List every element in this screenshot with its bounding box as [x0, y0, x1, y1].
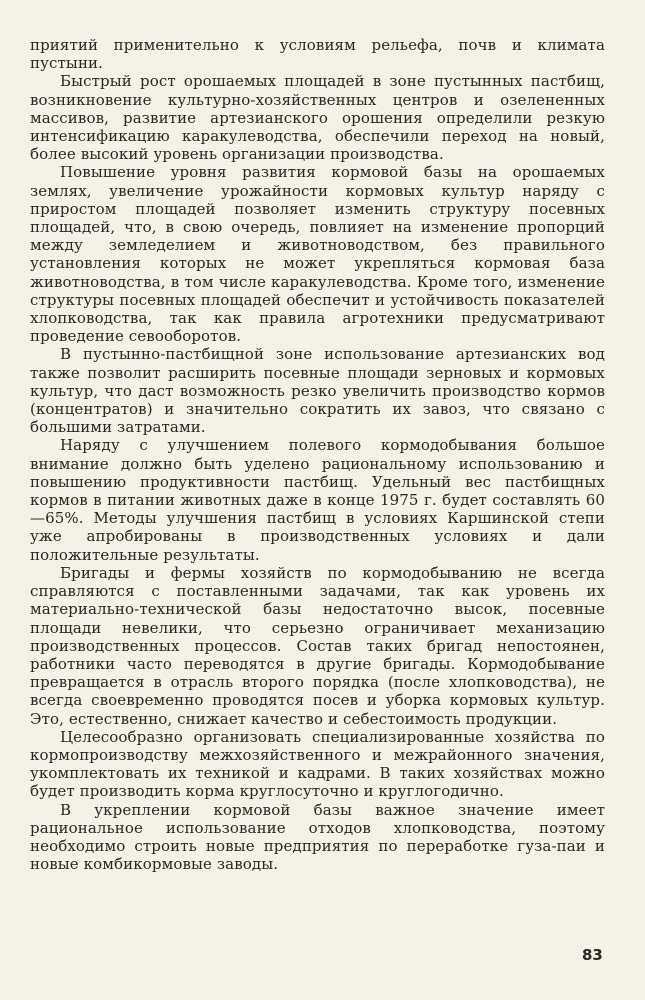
- body-text: [30, 36, 605, 873]
- paragraph: В укреплении кормовой базы важное значение имеет рациональное использование отходов хлопководства, поэтому необходимо строить новые предприятия по переработке гуза-паи и новые комбикормовые заводы.: [30, 800, 605, 874]
- paragraph-continuation: приятий применительно к условиям рельефа, почв и климата пустыни.: [30, 36, 605, 73]
- paragraph: Быстрый рост орошаемых площадей в зоне пустынных пастбищ, возникновение культурно-хозяйственных центров и озелененных массивов, развитие артезианского орошения определили резкую интенсификацию каракулеводства, обеспечили переход на новый, более высокий уровень организации производства.: [30, 72, 605, 164]
- paragraph: Повышение уровня развития кормовой базы на орошаемых землях, увеличение урожайности кормовых культур наряду с приростом площадей позволяет изменить структуру посевных площадей, что, в свою очередь, повлияет на изменение пропорций между земледелием и животноводством, без правильного установления которых не может укрепляться кормовая база животноводства, в том числе каракулеводства. Кроме того, изменение структуры посевных площадей обеспечит и устойчивость показателей хлопководства, так как правила агротехники предусматривают проведение севооборотов.: [30, 163, 605, 346]
- paragraph: Целесообразно организовать специализированные хозяйства по кормопроизводству межхозяйственного и межрайонного значения, укомплектовать их техникой и кадрами. В таких хозяйствах можно будет производить корма круглосуточно и круглогодично.: [30, 727, 605, 801]
- paragraph: В пустынно-пастбищной зоне использование артезианских вод также позволит расширить посевные площади зерновых и кормовых культур, что даст возможность резко увеличить производство кормов (концентратов) и значительно сократить их завоз, что связано с большими затратами.: [30, 345, 605, 437]
- paragraph: Наряду с улучшением полевого кормодобывания большое внимание должно быть уделено рациональному использованию и повышению продуктивности пастбищ. Удельный вес пастбищных кормов в питании животных даже в конце 1975 г. будет составлять 60—65%. Методы улучшения пастбищ в условиях Каршинской степи уже апробированы в производственных условиях и дали положительные результаты.: [30, 436, 605, 564]
- page-number: 83: [582, 946, 603, 964]
- paragraph: Бригады и фермы хозяйств по кормодобыванию не всегда справляются с поставленными задачами, так как уровень их материально-технической базы недостаточно высок, посевные площади невелики, что серьезно ограничивает механизацию производственных процессов. Состав таких бригад непостоянен, работники часто переводятся в другие бригады. Кормодобывание превращается в отрасль второго порядка (после хлопководства), не всегда своевременно проводятся посев и уборка кормовых культур. Это, естественно, снижает качество и себестоимость продукции.: [30, 563, 605, 728]
